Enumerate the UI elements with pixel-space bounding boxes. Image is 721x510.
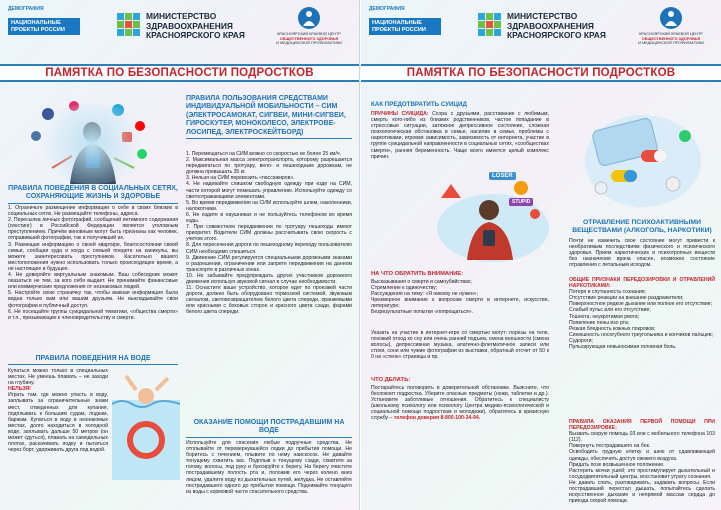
logo-row-right bbox=[369, 6, 713, 52]
first-aid-heading: ПРАВИЛА ОКАЗАНИЯ ПЕРВОЙ ПОМОЩИ ПРИ ПЕРЕДОЗИРОВКЕ: bbox=[569, 419, 715, 432]
national-projects-logo bbox=[8, 6, 86, 50]
hotline-number: телефон доверия 8-800-100-34-94. bbox=[393, 415, 481, 422]
poison-heading: ОТРАВЛЕНИЕ ПСИХОАКТИВНЫМИ ВЕЩЕСТВАМИ (АЛКОГОЛЬ, НАРКОТИКИ) bbox=[572, 219, 712, 234]
ministry-emblem-icon bbox=[116, 12, 142, 38]
national-projects-logo-right: ДЕМОГРАФИЯ НАЦИОНАЛЬНЫЕ ПРОЕКТЫ РОССИИ bbox=[369, 6, 447, 50]
social-rules-list: 1. Ограничьте размещение информации о себе в своих близких в социальных сетях. Не размещайте телефоны, адреса. 2. Пересылка личных фотографий, сообщений интимного содержания (секстинг) в Российской Федерации является уголовным преступлением. Причём виновным могут быть признаны как человек, отправивший фотографии, так и получивший их. 3. Размещая информацию о своей квартире, благосостоянии своей семьи, сообщая куда и когда с семьей поедете на каникулы, вы можете заинтересовать преступников. Касательно вашего местоположения нужно использовать только происходящее время, а не настоящее и будущее. 4. Не доверяйте виртуальным знакомым. Ваш собеседник может оказаться не тем, за кого себя выдает. Не принимайте финансовые или коммерческие предложения от незнакомых людей. 5. Настройте свою страничку так, чтобы важная информация была видна только вам или вашим друзьям. Не выкладывайте свои фотографии в публичный доступ. 6. Не посещайте группы суицидальной тематики, «общества смерти» и т.п., призывающие к членовредительству и смерти. bbox=[8, 205, 178, 321]
swimmer-icon bbox=[112, 370, 180, 480]
suicide-heading: КАК ПРЕДОТВРАТИТЬ СУИЦИД bbox=[371, 101, 467, 108]
health-center-logo bbox=[267, 6, 351, 52]
water-help-text: Используйте для спасения любые подручные средства. Не отплывайте от перевернувшейся лодки до прибытия помощи. Не боритесь с течением, плывите по нему наискосок. Не давайте тонущему схватить вас. Подплыв к тонущему сзади, схватите за голову, волосы, под руку и буксируйте к берегу. На берегу очистите пострадавшему полость рта и, положив его через колено вниз лицом, удалите воду из дыхательных путей, желудка. Не оставляйте пострадавшего одного до прибытия помощи. Поднимайте тонущего из воды с кормовой части спасательного средства. bbox=[186, 440, 352, 495]
sad-teen-icon bbox=[431, 168, 551, 263]
attention-note: Указать на участие в интернет-игре со смертью могут: порезы на теле, похожий отход ко сну или очень ранний подъем, смена внешности (смена волосы), депрессивная музыка, апатично-флегматичное записи или стихи, сони или чужие фотографии из выставки, обратный отсчет от 50 к 0 на «стене» страницы и пр. bbox=[371, 330, 549, 361]
health-center-logo-right: КРАСНОЯРСКИЙ КРАЕВОЙ ЦЕНТР ОБЩЕСТВЕННОГО ЗДОРОВЬЯ И МЕДИЦИНСКОЙ ПРОФИЛАКТИКИ bbox=[629, 6, 713, 52]
scooter-illustration bbox=[195, 368, 325, 418]
water-rules-text: Купаться можно только в специальных местах. Не умеешь плавать – не заходи на глубину. НЕЛЬЗЯ! Играть там, где можно упасть в воду, заплывать за ограничительные знаки мест, отведенных для купания, подплывать к большим судам, лодкам, баржам. Купаться в воду в незнакомых местах, долго находиться в холодной воде, заплывать дальше 50 метров (он может сдуться), плавать на самодельных плотах, раскачивать лодку и пытаться через борт, удерживать друга под водой. bbox=[8, 368, 108, 454]
ministry-logo-right: МИНИСТЕРСТВО ЗДРАВООХРАНЕНИЯ КРАСНОЯРСКОГО КРАЯ bbox=[477, 10, 637, 46]
attention-heading: НА ЧТО ОБРАТИТЬ ВНИМАНИЕ: bbox=[371, 271, 464, 277]
title-banner bbox=[0, 64, 359, 82]
title-banner-right bbox=[361, 64, 721, 82]
first-aid: ПРАВИЛА ОКАЗАНИЯ ПЕРВОЙ ПОМОЩИ ПРИ ПЕРЕДОЗИРОВКЕ: Вызвать скорую помощь 03 или с мобильного телефона 103 (112). Повернуть пострадавшего на бок. Освободить грудную клетку и шею от сдавливающей одежды, обеспечить доступ свежего воздуха. Придать позе возвышенное положение. Растереть мочки ушей; это простимулирует дыхательный и сосудодвигательный центры, восстановит утрату сознания. Не давать спать, разговаривать, задавать вопросы. Если пострадавший перестал дышать, попытайтесь сделать искусственное дыхание и непрямой массаж сердца до приезда скорой помощи. bbox=[569, 419, 715, 505]
np-logo-top: ДЕМОГРАФИЯ bbox=[8, 6, 44, 12]
pills-icon bbox=[581, 106, 706, 211]
poison-intro: Почти не изменить свое состояние могут привести к необратимым последствиям физического и психического здоровья. Прием наркотических и психотропных веществ без назначения врача опасен, возможно состояние отравления с летальным исходом. bbox=[569, 238, 715, 269]
water-help-heading: ОКАЗАНИЕ ПОМОЩИ ПОСТРАДАВШИМ НА ВОДЕ bbox=[186, 419, 352, 438]
loser-label: LOSER bbox=[489, 172, 516, 180]
suicide-causes: ПРИЧИНЫ СУИЦИДА: Ссора с друзьями, расставание с любимым, смерть кого-либо из близких родственников, частое попадание в стрессовые ситуации, затяжное депрессивное состояние, сложная психологическая обстановка в семье, насилие в семье, проблемы с наркотиками, игровая зависимость, зависимость от интернета, участие в группе суицидальной направленности в социальных сетях, «сообществах смерти», ранняя беременность. Чаще всего имеется целый комплекс причин. bbox=[371, 111, 549, 160]
cyberbullying-illustration bbox=[431, 168, 551, 263]
np-logo-main: НАЦИОНАЛЬНЫЕ ПРОЕКТЫ РОССИИ bbox=[8, 18, 80, 35]
stupid-label: STUPID bbox=[509, 198, 533, 206]
todo-text: Постарайтесь поговорить в доверительной обстановке. Выясните, что беспокоит подростка. Уберите опасные предметы (ножи, таблетки и др.). Установите заботливые отношения. Обратитесь к специалисту (школьному психологу или психологу Центра медико-психологической и социальной помощи подросткам и молодежи), обратитесь в кризисную службу – телефон доверия 8-800-100-34-94. bbox=[371, 385, 549, 422]
sim-rules-heading: ПРАВИЛА ПОЛЬЗОВАНИЯ СРЕДСТВАМИ ИНДИВИДУАЛЬНОЙ МОБИЛЬНОСТИ – СИМ (ЭЛЕКТРОСАМОКАТ, СИГВЕИ, МИНИ-СИГВЕИ, ГИРОСКУТЕР, МОНОКОЛЕСО, ЭЛЕКТРОВЕ-ЛОСИПЕД, ЭЛЕКТРОСКЕЙТБОРД) bbox=[186, 95, 352, 139]
page-title: ПАМЯТКА ПО БЕЗОПАСНОСТИ ПОДРОСТКОВ bbox=[45, 67, 314, 79]
sim-rules-list: 1. Перемещаться на СИМ можно со скоростью не более 25 км/ч. 2. Максимальная масса электротранспорта, которому разрешается передвигаться по тротуару, вело- и пешеходным дорожкам, не должна превышать 35 кг. 3. Нельзя на СИМ перевозить «пассажиров». 4. Не надевайте слишком свободную одежду при езде на СИМ, части которой могут помешать управлению. Используйте одежду со светоотражающими элементами. 5. Во время передвижения на СИМ используйте шлем, наколенники, налокотники. 6. Не ездите в наушниках и не пользуйтесь телефоном во время езды. 7. При совместном передвижении по тротуару пешеходы имеют приоритет. Водители СИМ должны рассчитывать свою скорость с учетом этого. 8. Для пересечения дороги по пешеходному переходу пользователю СИМ необходимо спешиться. 9. Движение СИМ регулируется специальными дорожными знаками о разрешении, ограничении или запрете передвижения на данном транспорте в различных зонах. 10. Не забывайте предупреждать других участников дорожного движения используя звуковой сигнал в случае необходимости. 11. Оснастите ваше устройство, которое едет по проезжей части дороги, должно быть оборудовано тормозной системой, звуковым сигналом, световозвращателем белого цвета спереди, оранжевыми или красными с боковых сторон и красного цвета сзади, фарами белого цвета спереди. bbox=[186, 151, 352, 316]
left-page bbox=[0, 0, 360, 510]
overdose-signs-heading: ОБЩИЕ ПРИЗНАКИ ПЕРЕДОЗИРОВКИ И ОТРАВЛЕНИЙ НАРКОТИКАМИ: bbox=[569, 277, 715, 290]
health-center-emblem-icon bbox=[297, 6, 321, 30]
water-rules-heading: ПРАВИЛА ПОВЕДЕНИЯ НА ВОДЕ bbox=[8, 355, 178, 365]
drugs-illustration bbox=[581, 106, 706, 211]
social-rules-heading: ПРАВИЛА ПОВЕДЕНИЯ В СОЦИАЛЬНЫХ СЕТЯХ, СОХРАНЯЮЩИЕ ЖИЗНЬ И ЗДОРОВЬЕ bbox=[8, 185, 178, 204]
ministry-name: МИНИСТЕРСТВО ЗДРАВООХРАНЕНИЯ КРАСНОЯРСКОГО КРАЯ bbox=[146, 11, 245, 40]
overdose-signs: ОБЩИЕ ПРИЗНАКИ ПЕРЕДОЗИРОВКИ И ОТРАВЛЕНИЙ НАРКОТИКАМИ: Потеря и спутанность сознания; Отсутствие реакции на внешние раздражители; Поверхностное редкое дыхание или полное его отсутствие; Слабый пульс или его отсутствие; Тошнота, неукротимая рвота; Появление пены изо рта; Резкая бледность кожных покровов; Синюшность носогубного треугольника и кончиков пальцев; Судороги; Пульсирующая невыносимая головная боль. bbox=[569, 277, 715, 351]
logo-row bbox=[8, 6, 351, 52]
attention-list: Высказывания о смерти и самоубийствах; Стремление к одиночеству; Рассуждения на тему: «Я никому не нужен»; Чрезмерное внимание к вопросам смерти в интернете, искусстве, литературе; Безрезультатные попытки «попрощаться». bbox=[371, 279, 549, 316]
ministry-logo bbox=[116, 10, 276, 46]
drowning-illustration bbox=[112, 370, 180, 480]
ministry-emblem-icon bbox=[477, 12, 503, 38]
health-center-emblem-icon bbox=[659, 6, 683, 30]
right-page bbox=[361, 0, 721, 510]
page-title-right: ПАМЯТКА ПО БЕЗОПАСНОСТИ ПОДРОСТКОВ bbox=[406, 67, 676, 79]
todo-heading: ЧТО ДЕЛАТЬ: bbox=[371, 377, 411, 383]
health-center-name: КРАСНОЯРСКИЙ КРАЕВОЙ ЦЕНТР ОБЩЕСТВЕННОГО ЗДОРОВЬЯ И МЕДИЦИНСКОЙ ПРОФИЛАКТИКИ bbox=[276, 32, 342, 46]
social-network-illustration bbox=[22, 96, 167, 186]
